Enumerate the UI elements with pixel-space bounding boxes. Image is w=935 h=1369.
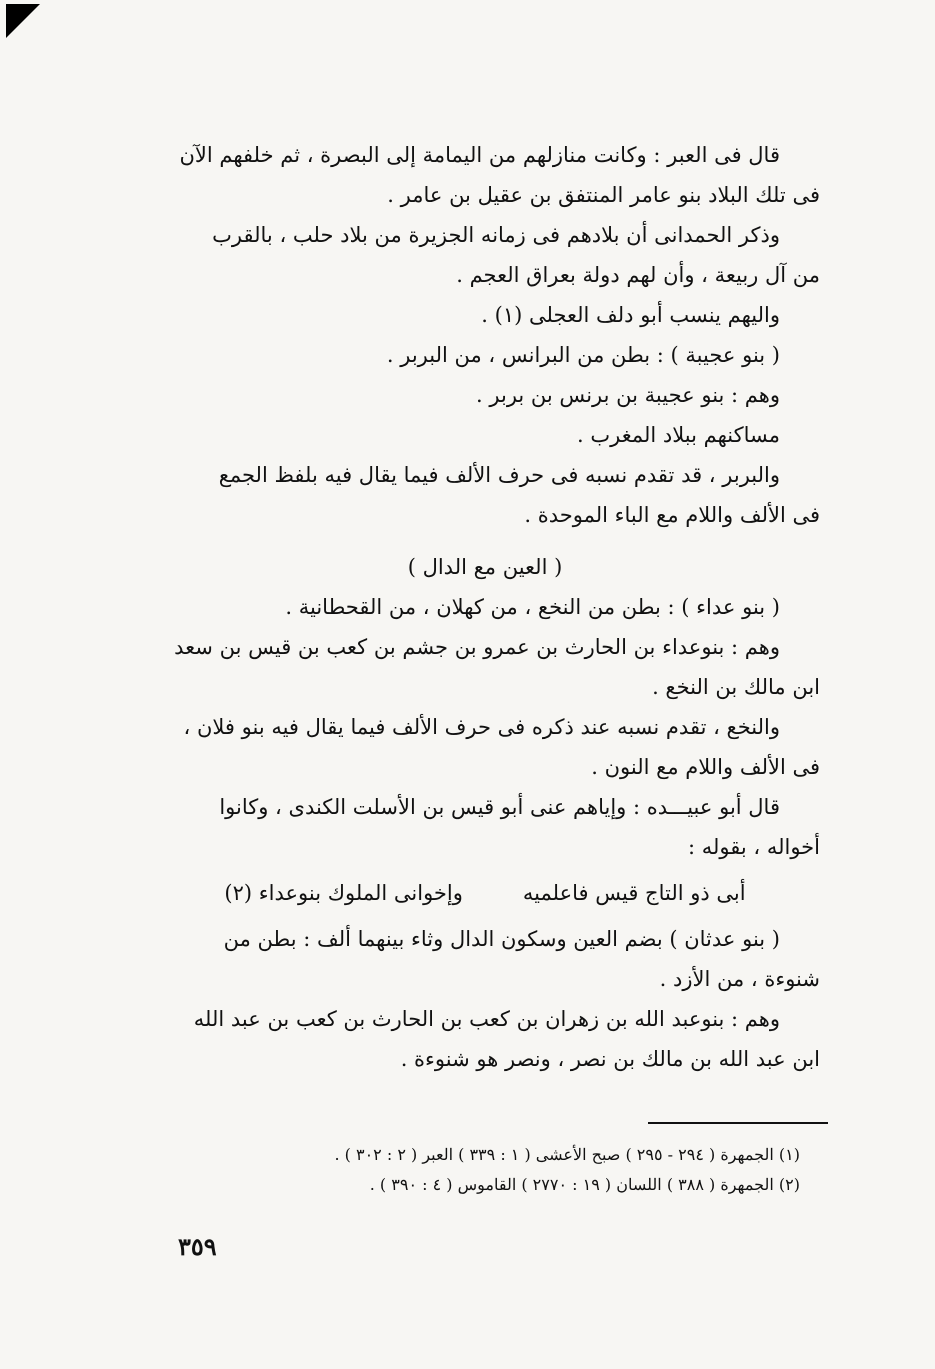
text-line: فى الألف واللام مع النون . <box>591 755 820 779</box>
footnote-rule <box>648 1122 828 1124</box>
verse-second-hemistich: وإخوانى الملوك بنوعداء (٢) <box>224 881 463 905</box>
text-line: ( بنو عدثان ) بضم العين وسكون الدال وثاء بينهما ألف : بطن من <box>223 927 780 951</box>
footnotes <box>160 1140 800 1200</box>
text-line: مساكنهم ببلاد المغرب . <box>577 423 780 447</box>
text-line: والبربر ، قد تقدم نسبه فى حرف الألف فيما يقال فيه بلفظ الجمع <box>218 463 780 487</box>
text-line: واليهم ينسب أبو دلف العجلى (١) . <box>481 303 780 327</box>
text-line: وهم : بنوعبد الله بن زهران بن كعب بن الحارث بن كعب بن عبد الله <box>193 1007 780 1031</box>
text-line: ابن عبد الله بن مالك بن نصر ، ونصر هو شنوءة . <box>400 1047 820 1071</box>
footnote-1: (١) الجمهرة ( ٢٩٤ - ٢٩٥ ) صبح الأعشى ( ١ : ٣٣٩ ) العبر ( ٢ : ٣٠٢ ) . <box>334 1145 800 1164</box>
text-line: ابن مالك بن النخع . <box>652 675 820 699</box>
text-line: قال أبو عبيـــده : وإياهم عنى أبو قيس بن الأسلت الكندى ، وكانوا <box>219 795 780 819</box>
text-line: شنوءة ، من الأزد . <box>659 967 820 991</box>
text-line: من آل ربيعة ، وأن لهم دولة بعراق العجم . <box>456 263 820 287</box>
verse <box>150 873 820 913</box>
main-text <box>150 135 820 1079</box>
corner-mark <box>6 4 40 38</box>
text-line: أخواله ، بقوله : <box>687 835 820 859</box>
text-line: فى الألف واللام مع الباء الموحدة . <box>524 503 820 527</box>
text-line: قال فى العبر : وكانت منازلهم من اليمامة إلى البصرة ، ثم خلفهم الآن <box>179 143 780 167</box>
text-line: وذكر الحمدانى أن بلادهم فى زمانه الجزيرة من بلاد حلب ، بالقرب <box>212 223 780 247</box>
text-line: والنخع ، تقدم نسبه عند ذكره فى حرف الألف فيما يقال فيه بنو فلان ، <box>183 715 780 739</box>
text-line: ( بنو عجيبة ) : بطن من البرانس ، من البربر . <box>386 343 780 367</box>
verse-first-hemistich: أبى ذو التاج قيس فاعلميه <box>522 881 746 905</box>
page-number: ٣٥٩ <box>178 1232 217 1261</box>
text-line: ( بنو عداء ) : بطن من النخع ، من كهلان ، من القحطانية . <box>285 595 780 619</box>
text-line: وهم : بنوعداء بن الحارث بن عمرو بن جشم بن كعب بن قيس بن سعد <box>174 635 780 659</box>
footnote-2: (٢) الجمهرة ( ٣٨٨ ) اللسان ( ١٩ : ٢٧٧٠ ) القاموس ( ٤ : ٣٩٠ ) . <box>369 1175 800 1194</box>
section-heading: ( العين مع الدال ) <box>407 555 563 579</box>
text-line: فى تلك البلاد بنو عامر المنتفق بن عقيل بن عامر . <box>387 183 820 207</box>
text-line: وهم : بنو عجيبة بن برنس بن بربر . <box>476 383 780 407</box>
